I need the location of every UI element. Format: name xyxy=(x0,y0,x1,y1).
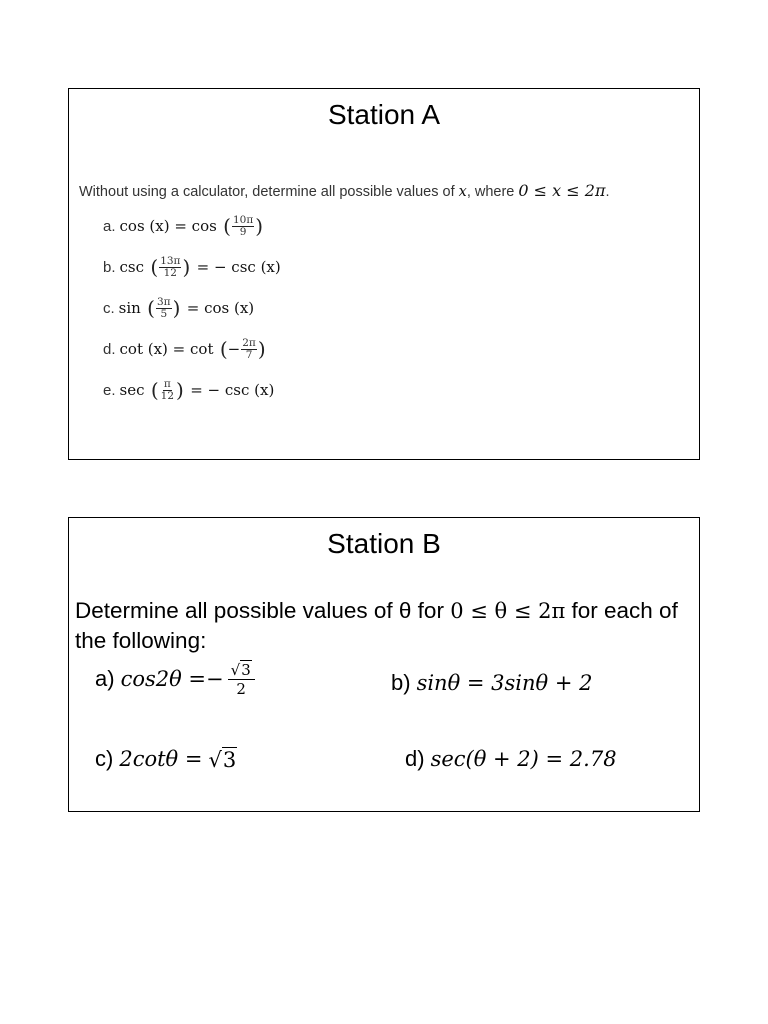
radicand: 3 xyxy=(241,661,251,679)
problem-rhs: = − csc (x) xyxy=(190,381,275,399)
sqrt xyxy=(231,660,252,679)
fraction-numerator: 3π xyxy=(157,295,171,308)
instruction-text: Determine all possible values of θ for xyxy=(75,598,451,623)
radical-sign: √ xyxy=(230,661,241,679)
problem-c xyxy=(103,291,254,325)
station-a-instruction xyxy=(79,181,610,200)
problem-b xyxy=(391,670,593,696)
fraction-denominator: 9 xyxy=(239,225,247,238)
problem-a xyxy=(95,660,255,698)
instruction-end: . xyxy=(605,184,610,200)
fraction-numerator: π xyxy=(163,377,171,390)
radical-sign: √ xyxy=(208,747,222,772)
fraction-denominator: 5 xyxy=(160,307,168,320)
fraction-denominator: 12 xyxy=(160,389,175,402)
open-paren: ( xyxy=(213,337,228,361)
problem-label: c) xyxy=(95,746,114,771)
close-paren: ) xyxy=(257,337,266,361)
fraction-denominator: 12 xyxy=(163,266,177,279)
close-paren: ) xyxy=(182,255,197,279)
radicand: 3 xyxy=(222,747,237,772)
fraction xyxy=(232,215,254,238)
instruction-text-end: for each of the following: xyxy=(75,598,678,653)
station-b-instruction xyxy=(75,596,690,656)
instruction-range: 0 ≤ x ≤ 2π xyxy=(518,181,606,200)
sqrt xyxy=(208,747,237,772)
problem-b xyxy=(103,250,281,284)
problem-lhs: sec xyxy=(119,381,145,399)
problem-c xyxy=(95,746,237,772)
problem-label: c. xyxy=(103,299,115,317)
instruction-range: 0 ≤ θ ≤ 2π xyxy=(450,599,566,623)
fraction xyxy=(160,379,175,402)
close-paren: ) xyxy=(255,214,264,238)
fraction-sign: − xyxy=(227,340,241,358)
problem-lhs: sin xyxy=(118,299,141,317)
station-a-title: Station A xyxy=(327,99,441,130)
problem-e xyxy=(103,373,274,407)
instruction-variable: x xyxy=(458,184,467,200)
station-b-card xyxy=(68,517,700,812)
problem-expression: sinθ = 3sinθ + 2 xyxy=(416,671,593,695)
open-paren: ( xyxy=(144,255,159,279)
open-paren: ( xyxy=(140,296,155,320)
problem-a xyxy=(103,209,263,243)
problem-label: d. xyxy=(103,340,116,358)
problem-lhs: cos (x) = cos xyxy=(119,217,217,235)
instruction-text-mid: , where xyxy=(466,184,519,200)
problem-expression: cos2θ =− xyxy=(120,667,224,691)
problem-label: a) xyxy=(95,666,115,691)
close-paren: ) xyxy=(172,296,187,320)
problem-label: b) xyxy=(391,670,411,695)
problem-expression: sec(θ + 2) = 2.78 xyxy=(430,747,617,771)
problem-expression: 2cotθ = xyxy=(119,747,203,771)
problem-label: e. xyxy=(103,381,116,399)
problem-lhs: csc xyxy=(119,258,145,276)
fraction xyxy=(228,660,255,698)
problem-label: a. xyxy=(103,217,116,235)
fraction-numerator: 2π xyxy=(242,336,256,349)
problem-rhs: = cos (x) xyxy=(186,299,255,317)
station-a-card xyxy=(68,88,700,460)
close-paren: ) xyxy=(176,378,191,402)
instruction-text: Without using a calculator, determine all possible values of xyxy=(79,184,459,200)
problem-d xyxy=(103,332,266,366)
fraction-numerator xyxy=(228,660,255,680)
fraction xyxy=(156,297,172,320)
problem-label: d) xyxy=(405,746,425,771)
fraction-denominator: 7 xyxy=(245,348,253,361)
fraction-denominator: 2 xyxy=(236,680,246,698)
problem-d xyxy=(405,746,617,772)
fraction xyxy=(241,338,257,361)
station-b-title: Station B xyxy=(327,528,441,559)
open-paren: ( xyxy=(216,214,231,238)
problem-lhs: cot (x) = cot xyxy=(119,340,214,358)
problem-label: b. xyxy=(103,258,116,276)
problem-rhs: = − csc (x) xyxy=(196,258,281,276)
fraction xyxy=(159,256,181,279)
fraction-numerator: 10π xyxy=(232,213,254,226)
open-paren: ( xyxy=(144,378,159,402)
fraction-numerator: 13π xyxy=(160,254,181,267)
